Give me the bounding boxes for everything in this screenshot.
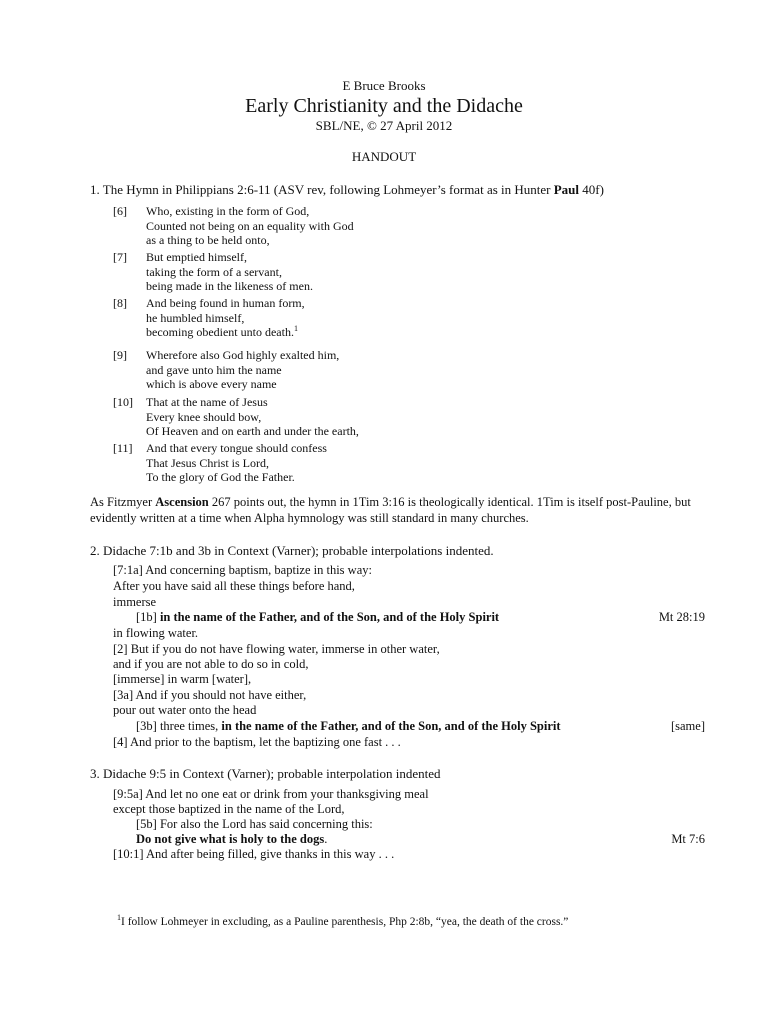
verse-number: [7] (113, 250, 127, 264)
document-title: Early Christianity and the Didache (245, 95, 523, 117)
verse-number: [11] (113, 441, 133, 455)
verse-number: [10] (113, 395, 133, 409)
footnote-marker: 1 (117, 913, 121, 923)
fitzmyer-paragraph-line: As Fitzmyer Ascension 267 points out, the hymn in 1Tim 3:16 is theologically identical. 1Tim is itself post-Pauline, but (90, 495, 691, 509)
handout-label: HANDOUT (351, 149, 417, 164)
interpolation-line: [1b] in the name of the Father, and of the Son, and of the Holy Spirit (136, 610, 500, 624)
interpolation-line: [5b] For also the Lord has said concerning this: (136, 817, 373, 831)
didache-line: in flowing water. (113, 626, 199, 640)
verse-number: [6] (113, 204, 127, 218)
verse-text: That at the name of Jesus Every knee should bow, Of Heaven and on earth and under the earth, (146, 395, 359, 438)
didache-line: [immerse] in warm [water], (113, 672, 252, 686)
author-name: E Bruce Brooks (342, 78, 426, 93)
section3-heading: 3. Didache 9:5 in Context (Varner); probable interpolation indented (90, 766, 441, 781)
interpolation-line: [3b] three times, in the name of the Father, and of the Son, and of the Holy Spirit (136, 719, 561, 733)
verse-text: And that every tongue should confess That Jesus Christ is Lord, To the glory of God the Father. (146, 441, 327, 484)
section2-heading: 2. Didache 7:1b and 3b in Context (Varner); probable interpolations indented. (90, 543, 494, 558)
verse-text: Who, existing in the form of God, Counted not being on an equality with God as a thing to be held onto, (146, 204, 354, 247)
interpolation-line: Do not give what is holy to the dogs. (136, 832, 328, 846)
didache-line: [7:1a] And concerning baptism, baptize in this way: (113, 563, 372, 577)
footnote-marker: 1 (293, 324, 298, 333)
scripture-reference: [same] (670, 719, 705, 733)
footnote: $^1$I follow Lohmeyer in excluding, as a Pauline parenthesis, Php 2:8b, “yea, the death of the cross.” (117, 913, 569, 928)
verse-number: [8] (113, 296, 127, 310)
didache-line: [3a] And if you should not have either, (113, 688, 307, 702)
fitzmyer-paragraph-line: evidently written at a time when Alpha hymnology was still standard in many churches. (90, 511, 529, 525)
didache-line: After you have said all these things before hand, (113, 579, 355, 593)
didache-line: and if you are not able to do so in cold, (113, 657, 309, 671)
scripture-reference: Mt 7:6 (671, 832, 705, 846)
didache-line: [4] And prior to the baptism, let the baptizing one fast . . . (113, 735, 401, 749)
verse-text: Wherefore also God highly exalted him, and gave unto him the name which is above every name (146, 348, 340, 391)
didache-line: except those baptized in the name of the Lord, (113, 802, 345, 816)
verse-text: But emptied himself, taking the form of a servant, being made in the likeness of men. (146, 250, 313, 293)
verse-text: And being found in human form, he humbled himself, becoming obedient unto death.$^1$ (146, 296, 305, 339)
section1-heading: 1. The Hymn in Philippians 2:6-11 (ASV rev, following Lohmeyer’s format as in Hunter Paul 40f) (90, 182, 604, 197)
didache-line: [2] But if you do not have flowing water, immerse in other water, (113, 642, 440, 656)
verse-number: [9] (113, 348, 127, 362)
didache-line: immerse (113, 595, 157, 609)
didache-line: [10:1] And after being filled, give thanks in this way . . . (113, 847, 395, 861)
didache-line: [9:5a] And let no one eat or drink from your thanksgiving meal (113, 787, 429, 801)
document-meta: SBL/NE, © 27 April 2012 (315, 118, 453, 133)
scripture-reference: Mt 28:19 (658, 610, 705, 624)
didache-line: pour out water onto the head (113, 703, 257, 717)
